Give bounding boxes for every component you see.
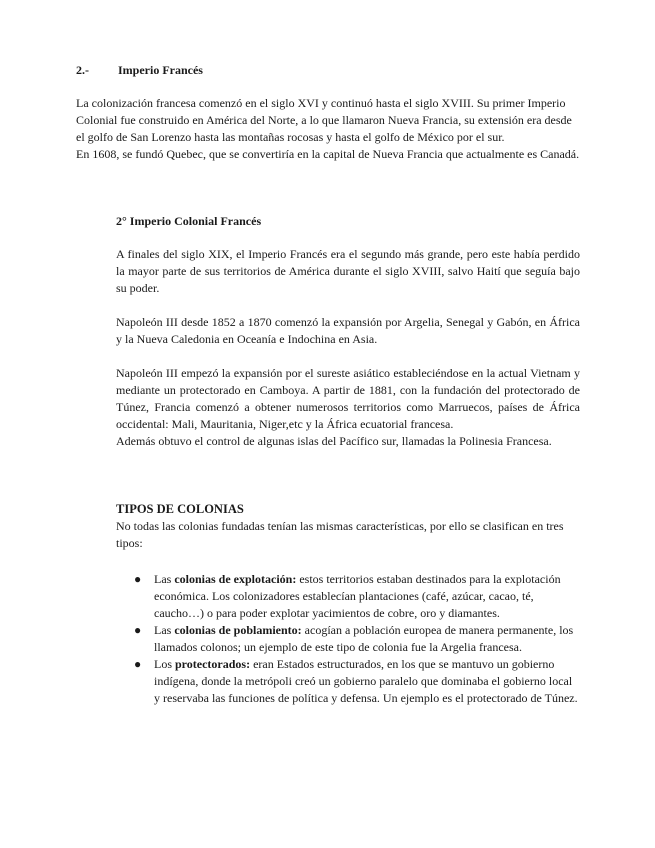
intro-paragraph-2: En 1608, se fundó Quebec, que se convertiría en la capital de Nueva Francia que actualmente es Canadá. [76, 147, 580, 161]
second-empire-paragraph-3-block [116, 365, 580, 450]
item-term: colonias de poblamiento: [174, 623, 302, 637]
item-prefix: Las [154, 572, 175, 586]
colony-types-title: TIPOS DE COLONIAS [116, 502, 244, 516]
second-empire-title-block [116, 213, 580, 230]
list-item [116, 656, 580, 707]
list-item [116, 622, 580, 656]
section-number: 2.- [76, 63, 89, 77]
item-term: colonias de explotación: [174, 572, 297, 586]
bullet-icon: ● [134, 572, 142, 586]
second-empire-paragraph-1: A finales del siglo XIX, el Imperio Francés era el segundo más grande, pero este había perdido la mayor parte de sus territorios de América durante el siglo XVIII, salvo Haití que seguía bajo su poder. [116, 247, 580, 295]
colony-types-list [116, 571, 580, 707]
item-text: estos territorios estaban destinados para la explotación económica. Los colonizadores establecían plantaciones (café, azúcar, cacao, té, caucho…) o para poder explotar yacimientos de cobre, oro y diamantes. [154, 572, 561, 620]
bullet-icon: ● [134, 623, 142, 637]
intro-block [76, 95, 580, 163]
item-prefix: Las [154, 623, 175, 637]
second-empire-paragraph-2: Napoleón III desde 1852 a 1870 comenzó la expansión por Argelia, Senegal y Gabón, en África y la Nueva Caledonia en Oceanía e Indochina en Asia. [116, 315, 580, 346]
second-empire-paragraph-1-block [116, 246, 580, 297]
second-empire-title: 2° Imperio Colonial Francés [116, 214, 262, 228]
item-prefix: Los [154, 657, 175, 671]
item-text: acogían a población europea de manera permanente, los llamados colonos; un ejemplo de este tipo de colonia fue la Argelia francesa. [154, 623, 574, 654]
section-title: Imperio Francés [118, 63, 203, 77]
intro-paragraph-1: La colonización francesa comenzó en el siglo XVI y continuó hasta el siglo XVIII. Su primer Imperio Colonial fue construido en América del Norte, a lo que llamaron Nueva Francia, su extensión era desde el golfo de San Lorenzo hasta las montañas rocosas y hasta el golfo de México por el sur. [76, 96, 572, 144]
second-empire-paragraph-4: Además obtuvo el control de algunas islas del Pacífico sur, llamadas la Polinesia Francesa. [116, 434, 552, 448]
list-item [116, 571, 580, 622]
colony-types-header-block [116, 501, 580, 552]
second-empire-paragraph-2-block [116, 314, 580, 348]
bullet-icon: ● [134, 657, 142, 671]
second-empire-paragraph-3: Napoleón III empezó la expansión por el sureste asiático estableciéndose en la actual Vietnam y mediante un protectorado en Camboya. A partir de 1881, con la fundación del protectorado de Túnez, Francia comenzó a obtener numerosos territorios como Marruecos, países de África occidental: Mali, Mauritania, Niger,etc y la África ecuatorial francesa. [116, 366, 580, 431]
section-heading [76, 62, 203, 79]
item-text: eran Estados estructurados, en los que se mantuvo un gobierno indígena, donde la metrópoli creó un gobierno paralelo que dominaba el gobierno local y reservaba las funciones de política y defensa. Un ejemplo es el protectorado de Túnez. [154, 657, 578, 705]
colony-types-intro: No todas las colonias fundadas tenían las mismas características, por ello se clasifican en tres tipos: [116, 519, 564, 550]
item-term: protectorados: [175, 657, 251, 671]
